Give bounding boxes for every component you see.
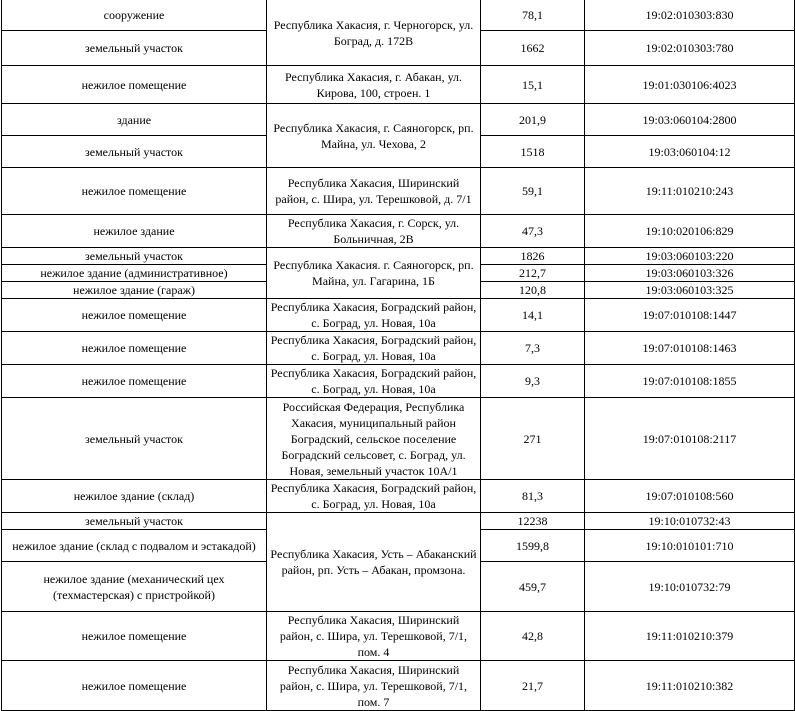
object-address: Республика Хакасия. г. Саяногорск, рп. Майна, ул. Гагарина, 1Б	[267, 248, 481, 299]
object-area: 47,3	[481, 215, 585, 248]
cadastral-number: 19:03:060104:2800	[585, 104, 795, 136]
object-type: нежилое здание (склад)	[2, 480, 267, 513]
table-row	[2, 398, 795, 480]
cadastral-number: 19:02:010303:780	[585, 31, 795, 66]
object-area: 78,1	[481, 0, 585, 31]
object-area: 14,1	[481, 299, 585, 332]
cadastral-number: 19:07:010108:2117	[585, 398, 795, 480]
object-type: нежилое здание (склад с подвалом и эстакадой)	[2, 530, 267, 562]
object-type: земельный участок	[2, 248, 267, 265]
object-type: земельный участок	[2, 513, 267, 530]
object-area: 12238	[481, 513, 585, 530]
table-row	[2, 365, 795, 398]
table-row	[2, 480, 795, 513]
object-address: Республика Хакасия, Боградский район, с. Боград, ул. Новая, 10а	[267, 299, 481, 332]
object-type: нежилое здание (гараж)	[2, 282, 267, 299]
object-address: Российская Федерация, Республика Хакасия, муниципальный район Боградский, сельское поселение Боградский сельсовет, с. Боград, ул. Новая, земельный участок 10А/1	[267, 398, 481, 480]
object-address: Республика Хакасия, Ширинский район, с. Шира, ул. Терешковой, д. 7/1	[267, 168, 481, 215]
table-row	[2, 513, 795, 530]
object-area: 1662	[481, 31, 585, 66]
object-area: 7,3	[481, 332, 585, 365]
object-type: сооружение	[2, 0, 267, 31]
property-register-table	[1, 0, 795, 711]
cadastral-number: 19:11:010210:379	[585, 612, 795, 661]
object-type: нежилое помещение	[2, 168, 267, 215]
object-address: Республика Хакасия, Боградский район, с. Боград, ул. Новая, 10а	[267, 480, 481, 513]
object-type: земельный участок	[2, 398, 267, 480]
table-row	[2, 215, 795, 248]
object-area: 9,3	[481, 365, 585, 398]
object-type: нежилое помещение	[2, 661, 267, 711]
object-type: нежилое помещение	[2, 332, 267, 365]
object-area: 15,1	[481, 66, 585, 104]
object-type: здание	[2, 104, 267, 136]
cadastral-number: 19:10:010732:79	[585, 562, 795, 612]
cadastral-number: 19:11:010210:243	[585, 168, 795, 215]
object-area: 120,8	[481, 282, 585, 299]
cadastral-number: 19:03:060103:326	[585, 265, 795, 282]
object-address: Республика Хакасия, г. Черногорск, ул. Боград, д. 172В	[267, 0, 481, 66]
object-area: 1599,8	[481, 530, 585, 562]
cadastral-number: 19:07:010108:1447	[585, 299, 795, 332]
cadastral-number: 19:10:020106:829	[585, 215, 795, 248]
cadastral-number: 19:07:010108:1463	[585, 332, 795, 365]
table-row	[2, 332, 795, 365]
object-address: Республика Хакасия, г. Саяногорск, рп. Майна, ул. Чехова, 2	[267, 104, 481, 168]
object-address: Республика Хакасия, г. Сорск, ул. Больничная, 2В	[267, 215, 481, 248]
object-type: нежилое помещение	[2, 612, 267, 661]
object-area: 42,8	[481, 612, 585, 661]
object-area: 201,9	[481, 104, 585, 136]
object-type: нежилое помещение	[2, 365, 267, 398]
object-address: Республика Хакасия, Боградский район, с. Боград, ул. Новая, 10а	[267, 332, 481, 365]
object-area: 212,7	[481, 265, 585, 282]
table-row	[2, 661, 795, 711]
object-type: нежилое здание	[2, 215, 267, 248]
object-address: Республика Хакасия, Усть – Абаканский район, рп. Усть – Абакан, промзона.	[267, 513, 481, 612]
object-address: Республика Хакасия, Ширинский район, с. Шира, ул. Терешковой, 7/1, пом. 4	[267, 612, 481, 661]
cadastral-number: 19:03:060103:325	[585, 282, 795, 299]
cadastral-number: 19:07:010108:560	[585, 480, 795, 513]
table-row	[2, 299, 795, 332]
object-type: нежилое помещение	[2, 66, 267, 104]
object-area: 21,7	[481, 661, 585, 711]
cadastral-number: 19:03:060103:220	[585, 248, 795, 265]
table-row	[2, 248, 795, 265]
object-type: нежилое здание (административное)	[2, 265, 267, 282]
object-area: 81,3	[481, 480, 585, 513]
cadastral-number: 19:07:010108:1855	[585, 365, 795, 398]
object-area: 1826	[481, 248, 585, 265]
cadastral-number: 19:10:010101:710	[585, 530, 795, 562]
table-row	[2, 612, 795, 661]
table-row	[2, 104, 795, 136]
object-area: 59,1	[481, 168, 585, 215]
cadastral-number: 19:10:010732:43	[585, 513, 795, 530]
object-address: Республика Хакасия, г. Абакан, ул. Кирова, 100, строен. 1	[267, 66, 481, 104]
cadastral-number: 19:03:060104:12	[585, 136, 795, 168]
object-type: нежилое помещение	[2, 299, 267, 332]
object-area: 459,7	[481, 562, 585, 612]
object-address: Республика Хакасия, Боградский район, с. Боград, ул. Новая, 10а	[267, 365, 481, 398]
object-type: нежилое здание (механический цех (техмастерская) с пристройкой)	[2, 562, 267, 612]
table-row	[2, 168, 795, 215]
cadastral-number: 19:11:010210:382	[585, 661, 795, 711]
object-type: земельный участок	[2, 31, 267, 66]
cadastral-number: 19:02:010303:830	[585, 0, 795, 31]
object-address: Республика Хакасия, Ширинский район, с. Шира, ул. Терешковой, 7/1, пом. 7	[267, 661, 481, 711]
object-area: 271	[481, 398, 585, 480]
object-type: земельный участок	[2, 136, 267, 168]
table-row	[2, 66, 795, 104]
object-area: 1518	[481, 136, 585, 168]
table-row	[2, 0, 795, 31]
cadastral-number: 19:01:030106:4023	[585, 66, 795, 104]
